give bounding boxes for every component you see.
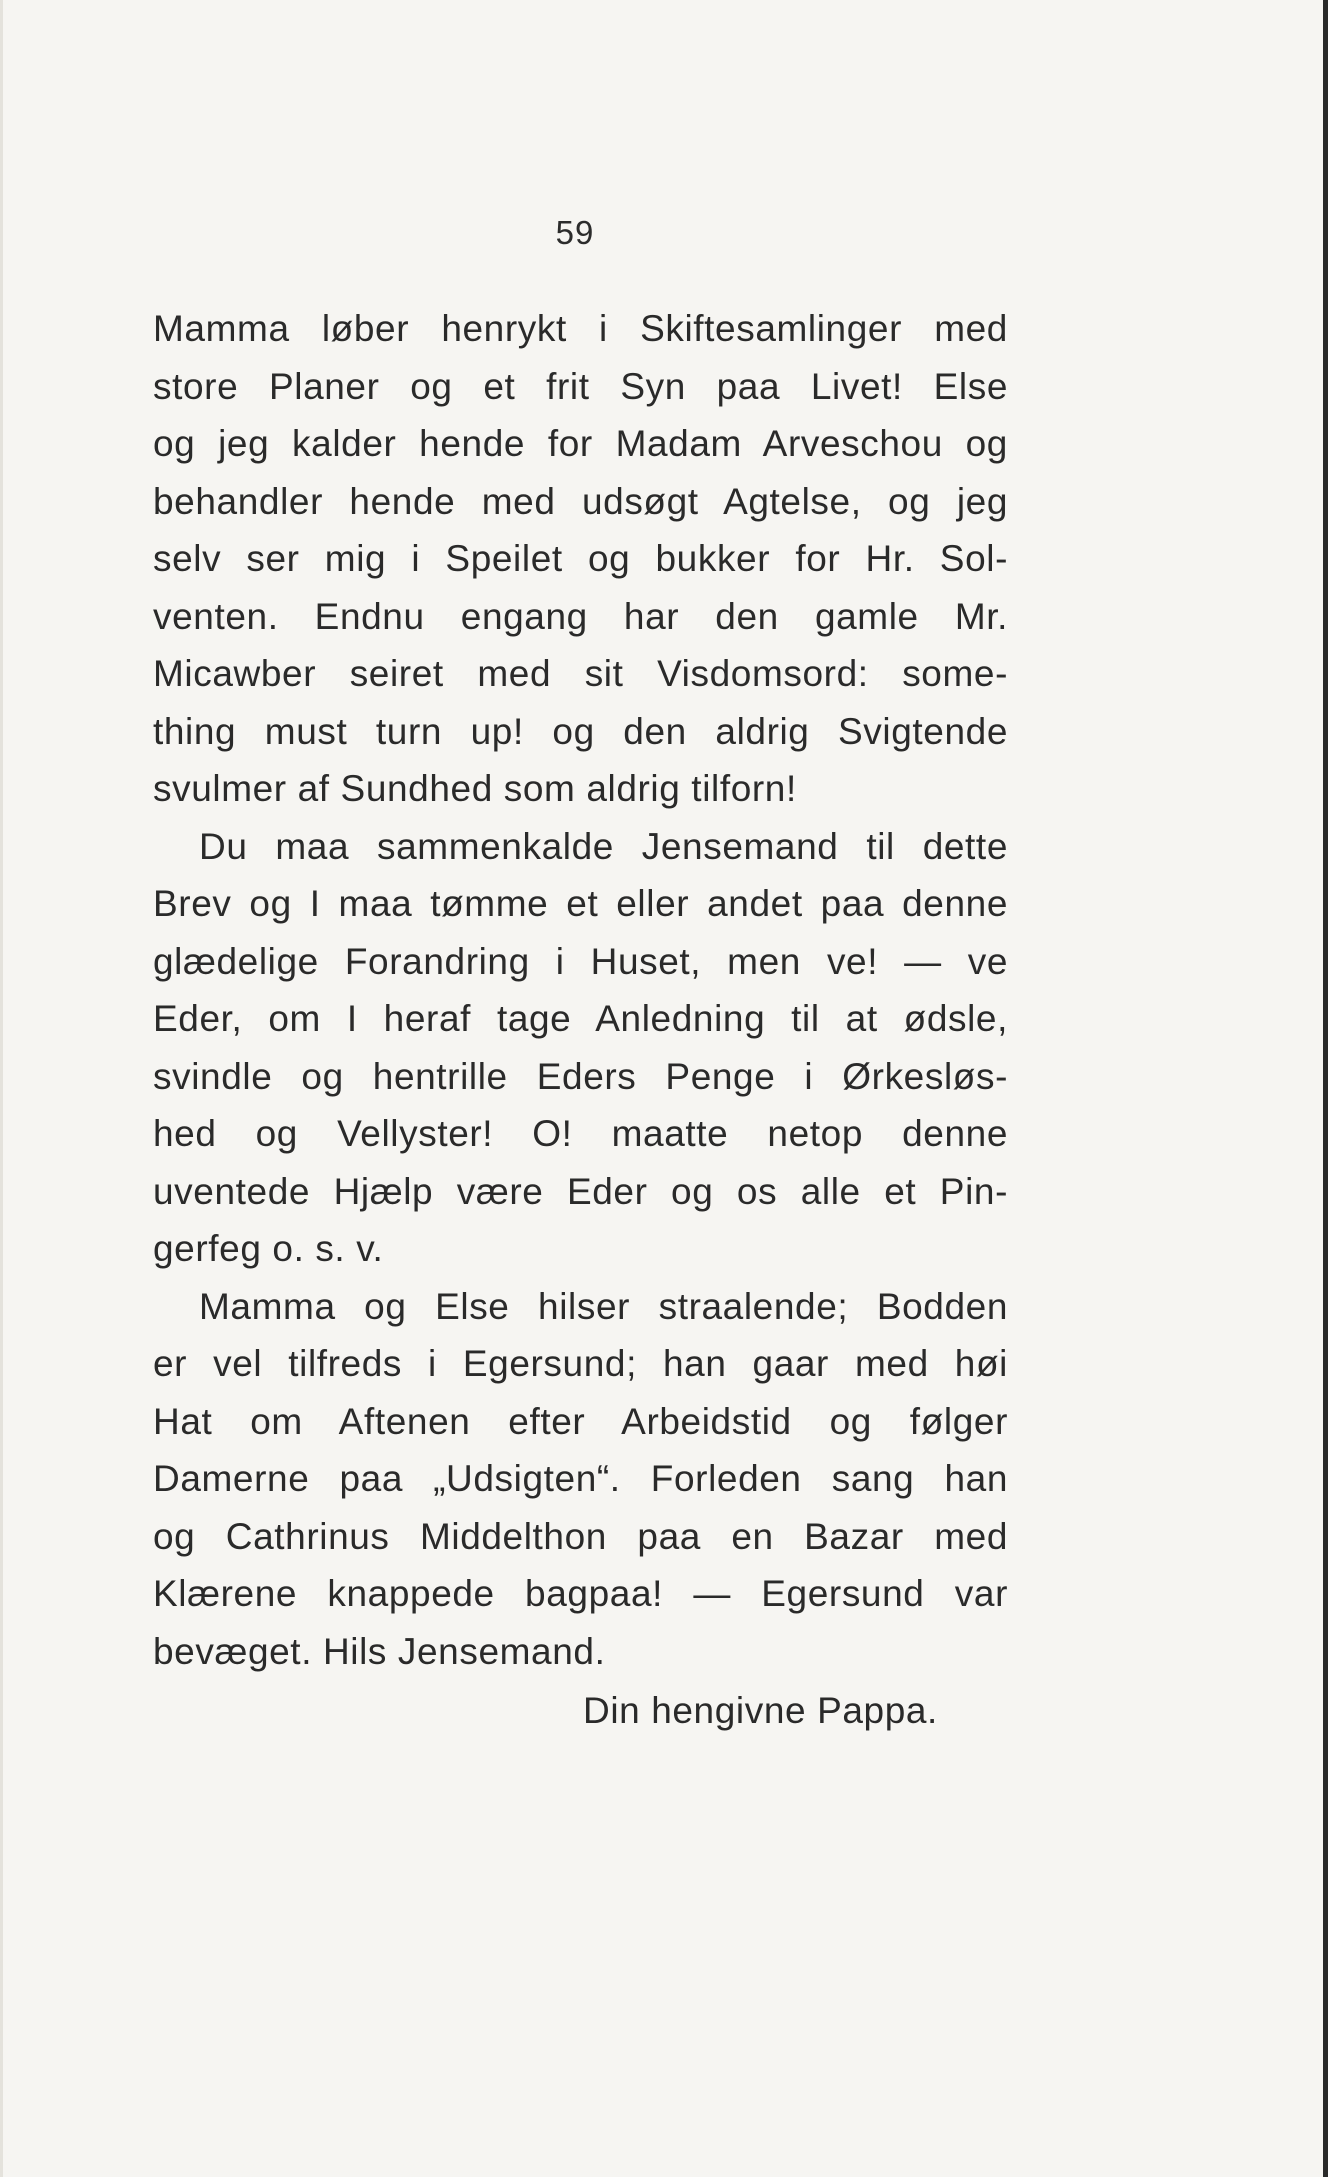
text-line: glædelige Forandring i Huset, men ve! — ve (153, 940, 1008, 982)
text-line: Mamma løber henrykt i Skiftesamlinger med (153, 308, 1008, 349)
text-line: og jeg kalder hende for Madam Arveschou og (153, 423, 1008, 464)
text-line: thing must turn up! og den aldrig Svigtende (153, 710, 1008, 752)
text-line: Du maa sammenkalde Jensemand til dette (199, 825, 1008, 867)
text-line: svindle og hentrille Eders Penge i Ørkesløs- (153, 1055, 1008, 1097)
page-number: 59 (555, 214, 595, 251)
text-line: og Cathrinus Middelthon paa en Bazar med (153, 1515, 1008, 1557)
text-line: Brev og I maa tømme et eller andet paa denne (153, 883, 1008, 924)
text-line: hed og Vellyster! O! maatte netop denne (153, 1113, 1008, 1154)
text-line: Hat om Aftenen efter Arbeidstid og følger (153, 1400, 1008, 1442)
text-line: Klærene knappede bagpaa! — Egersund var (153, 1573, 1008, 1614)
text-line: er vel tilfreds i Egersund; han gaar med høi (153, 1343, 1008, 1384)
text-line: Damerne paa „Udsigten“. Forleden sang han (153, 1458, 1008, 1499)
body-text (153, 300, 1008, 1740)
page-left-edge (0, 0, 3, 2177)
text-line: Micawber seiret med sit Visdomsord: some- (153, 653, 1008, 694)
text-line: venten. Endnu engang har den gamle Mr. (153, 595, 1008, 637)
text-line: Mamma og Else hilser straalende; Bodden (199, 1285, 1008, 1327)
text-line: gerfeg o. s. v. (153, 1228, 384, 1269)
text-line: behandler hende med udsøgt Agtelse, og jeg (153, 480, 1008, 522)
page-right-edge (1323, 0, 1328, 2177)
text-line: bevæget. Hils Jensemand. (153, 1630, 606, 1672)
text-line: store Planer og et frit Syn paa Livet! Else (153, 365, 1008, 407)
text-line: svulmer af Sundhed som aldrig tilforn! (153, 768, 797, 809)
text-line: uventede Hjælp være Eder og os alle et Pin- (153, 1170, 1008, 1212)
text-line: selv ser mig i Speilet og bukker for Hr. Sol- (153, 538, 1008, 579)
signature: Din hengivne Pappa. (583, 1690, 938, 1731)
text-line: Eder, om I heraf tage Anledning til at ødsle, (153, 998, 1008, 1039)
